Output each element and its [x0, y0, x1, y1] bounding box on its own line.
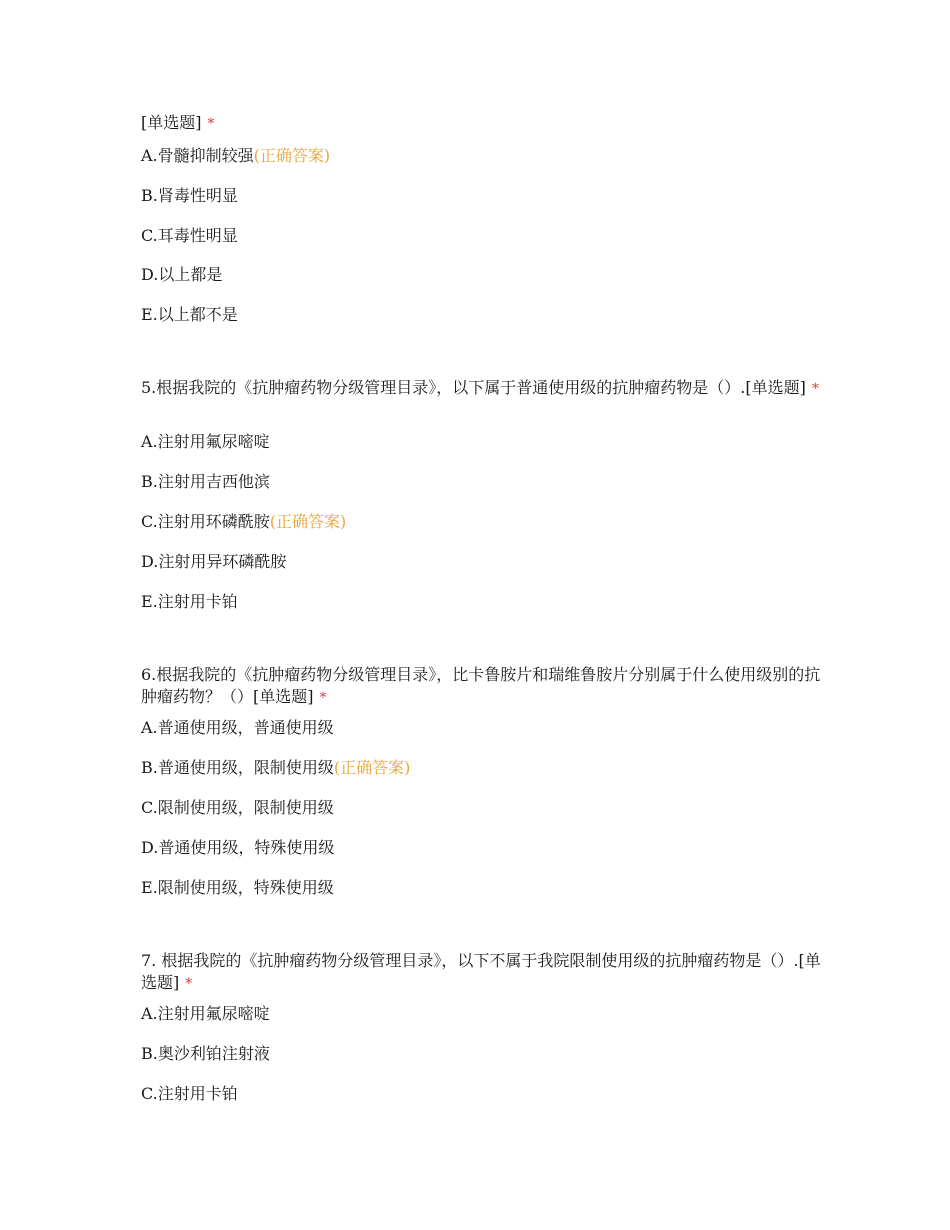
- question-title: [141, 377, 821, 400]
- option-item[interactable]: [141, 471, 821, 493]
- question-type-label: [单选题]: [141, 113, 202, 132]
- question-text: 5.根据我院的《抗肿瘤药物分级管理目录》，以下属于普通使用级的抗肿瘤药物是（）.: [141, 378, 746, 397]
- option-text: B.肾毒性明显: [141, 186, 238, 205]
- option-item[interactable]: [141, 1043, 821, 1065]
- question-type-label: [单选题]: [253, 687, 314, 706]
- option-item[interactable]: [141, 145, 821, 167]
- option-item[interactable]: [141, 757, 821, 779]
- option-item[interactable]: [141, 551, 821, 573]
- option-item[interactable]: [141, 877, 821, 899]
- option-text: E.以上都不是: [141, 305, 238, 324]
- option-text: C.限制使用级，限制使用级: [141, 798, 334, 817]
- option-text: E.注射用卡铂: [141, 592, 238, 611]
- option-text: A.普通使用级，普通使用级: [141, 718, 334, 737]
- option-text: D.以上都是: [141, 265, 223, 284]
- option-item[interactable]: [141, 591, 821, 613]
- option-item[interactable]: [141, 304, 821, 326]
- option-text: D.注射用异环磷酰胺: [141, 552, 287, 571]
- option-item[interactable]: [141, 225, 821, 247]
- option-text: E.限制使用级，特殊使用级: [141, 878, 334, 897]
- option-item[interactable]: [141, 797, 821, 819]
- option-item[interactable]: [141, 837, 821, 859]
- question-text: 6.根据我院的《抗肿瘤药物分级管理目录》，比卡鲁胺片和瑞维鲁胺片分别属于什么使用级别的抗肿瘤药物？（）: [141, 665, 821, 706]
- option-text: B.奥沙利铂注射液: [141, 1044, 270, 1063]
- option-text: B.普通使用级，限制使用级: [141, 758, 334, 777]
- option-text: C.注射用卡铂: [141, 1084, 238, 1103]
- question-type-label: [单选题]: [141, 951, 821, 992]
- option-item[interactable]: [141, 511, 821, 533]
- option-text: B.注射用吉西他滨: [141, 472, 270, 491]
- option-text: D.普通使用级，特殊使用级: [141, 838, 335, 857]
- required-star: *: [185, 976, 193, 992]
- option-text: A.注射用氟尿嘧啶: [141, 432, 270, 451]
- correct-answer-mark: (正确答案): [253, 146, 331, 165]
- question-title: [141, 950, 821, 995]
- option-text: A.注射用氟尿嘧啶: [141, 1004, 270, 1023]
- correct-answer-mark: (正确答案): [333, 758, 411, 777]
- question-text: 7. 根据我院的《抗肿瘤药物分级管理目录》，以下不属于我院限制使用级的抗肿瘤药物是（）.: [141, 951, 799, 970]
- option-item[interactable]: [141, 1003, 821, 1025]
- option-item[interactable]: [141, 431, 821, 453]
- option-item[interactable]: [141, 185, 821, 207]
- required-star: *: [811, 381, 819, 397]
- option-text: A.骨髓抑制较强: [141, 146, 254, 165]
- option-item[interactable]: [141, 1083, 821, 1105]
- option-text: C.耳毒性明显: [141, 226, 238, 245]
- option-item[interactable]: [141, 264, 821, 286]
- correct-answer-mark: (正确答案): [269, 512, 347, 531]
- required-star: *: [207, 116, 215, 132]
- option-item[interactable]: [141, 717, 821, 739]
- option-text: C.注射用环磷酰胺: [141, 512, 270, 531]
- question-title: [141, 664, 821, 709]
- required-star: *: [319, 690, 327, 706]
- question-type-label: [单选题]: [745, 378, 806, 397]
- question-title: [141, 112, 821, 135]
